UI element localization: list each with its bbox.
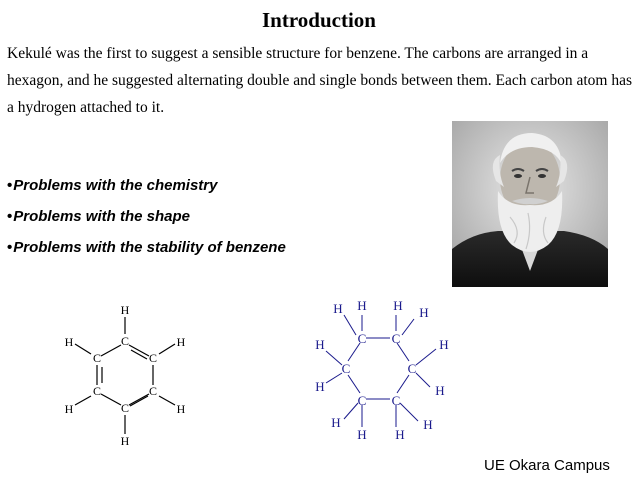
hydrogen-atom: H [176, 402, 186, 416]
bullet-marker: • [7, 239, 13, 256]
bullet-marker: • [7, 177, 13, 194]
hydrogen-atom: H [315, 337, 325, 352]
bullet-item [7, 176, 286, 207]
bullet-item [7, 207, 286, 238]
slide-title: Introduction [262, 8, 376, 32]
carbon-atom: C [120, 334, 130, 348]
hydrogen-atom: H [435, 383, 445, 398]
hydrogen-atom: H [419, 305, 429, 320]
carbon-atom: C [148, 384, 158, 398]
bullet-text: Problems with the shape [13, 208, 190, 225]
bullet-text: Problems with the chemistry [13, 177, 218, 194]
hydrogen-atom: H [357, 298, 367, 313]
intro-paragraph: Kekulé was the first to suggest a sensible structure for benzene. The carbons are arranged in a hexagon, and he suggested alternating double and single bonds between them. Each carbon atom has a hydrogen attached to it. [7, 45, 632, 116]
carbon-atom: C [357, 331, 367, 346]
carbon-atom: C [92, 351, 102, 365]
hydrogen-atom: H [315, 379, 325, 394]
hydrogen-atom: H [120, 303, 130, 317]
hydrogen-atom: H [395, 427, 405, 442]
hydrogen-atom: H [176, 335, 186, 349]
hydrogen-atom: H [423, 417, 433, 432]
problem-list [7, 176, 286, 269]
carbon-atom: C [120, 401, 130, 415]
bullet-text: Problems with the stability of benzene [13, 239, 286, 256]
carbon-atom: C [92, 384, 102, 398]
hydrogen-atom: H [393, 298, 403, 313]
carbon-atom: C [148, 351, 158, 365]
bullet-item [7, 238, 286, 269]
hydrogen-atom: H [333, 301, 343, 316]
hydrogen-atom: H [439, 337, 449, 352]
bullet-marker: • [7, 208, 13, 225]
footer-campus: UE Okara Campus [484, 457, 610, 474]
benzene-hexagon-structure [300, 293, 460, 443]
carbon-atom: C [391, 331, 401, 346]
hydrogen-atom: H [64, 402, 74, 416]
benzene-kekule-structure [55, 297, 205, 457]
hydrogen-atom: H [331, 415, 341, 430]
hydrogen-atom: H [64, 335, 74, 349]
hydrogen-atom: H [120, 434, 130, 448]
carbon-atom: C [357, 393, 367, 408]
carbon-atom: C [391, 393, 401, 408]
carbon-atom: C [341, 361, 351, 376]
kekule-portrait [452, 121, 608, 287]
carbon-atom: C [407, 361, 417, 376]
hydrogen-atom: H [357, 427, 367, 442]
